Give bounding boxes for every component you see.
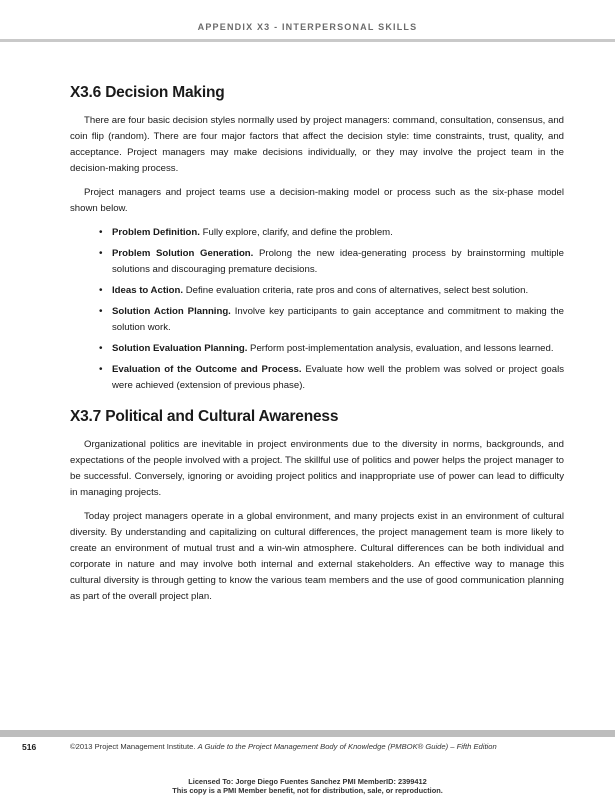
copyright-book-title: A Guide to the Project Management Body of Knowledge (PMBOK® Guide) – Fifth Edition bbox=[197, 742, 497, 751]
decision-phase-list bbox=[70, 225, 564, 394]
bullet-icon: • bbox=[99, 306, 103, 317]
page-content bbox=[70, 84, 564, 613]
page-number: 516 bbox=[22, 742, 37, 752]
list-item-term: Evaluation of the Outcome and Process. bbox=[112, 364, 302, 375]
bullet-icon: • bbox=[99, 343, 103, 354]
list-item-text: Evaluate how well the problem was solved or project goals were achieved (extension of previous phase). bbox=[112, 364, 564, 391]
list-item bbox=[99, 362, 564, 394]
list-item bbox=[99, 341, 564, 357]
license-notice bbox=[0, 778, 615, 795]
list-item-text: Prolong the new idea-generating process by brainstorming multiple solutions and discouraging premature decisions. bbox=[112, 248, 565, 275]
list-item bbox=[99, 283, 564, 299]
bullet-icon: • bbox=[99, 227, 103, 238]
running-header-title: APPENDIX X3 - INTERPERSONAL SKILLS bbox=[197, 22, 418, 32]
footer-rule bbox=[0, 730, 615, 737]
bullet-icon: • bbox=[99, 285, 103, 296]
bullet-icon: • bbox=[99, 248, 103, 259]
copyright-prefix: ©2013 Project Management Institute. bbox=[70, 742, 198, 751]
section-heading-political-awareness: X3.7 Political and Cultural Awareness bbox=[70, 408, 339, 425]
paragraph-cultural-diversity: Today project managers operate in a global environment, and many projects exist in an environment of cultural diversity. By understanding and capitalizing on cultural differences, the project management team is more likely to create an environment of mutual trust and a win-win atmosphere. Cultural differences can be both individual and corporate in nature and may involve both internal and external stakeholders. An effective way to manage this cultural diversity is through getting to know the various team members and the use of good communication planning as part of the overall project plan. bbox=[70, 511, 564, 602]
header-rule bbox=[0, 39, 615, 42]
list-item-text: Perform post-implementation analysis, evaluation, and lessons learned. bbox=[247, 343, 554, 354]
page-header bbox=[0, 0, 615, 46]
list-item bbox=[99, 246, 565, 278]
list-item-term: Solution Evaluation Planning. bbox=[112, 343, 248, 354]
copyright-line bbox=[70, 742, 497, 751]
list-item-term: Solution Action Planning. bbox=[112, 306, 231, 317]
license-line-2: This copy is a PMI Member benefit, not for distribution, sale, or reproduction. bbox=[172, 785, 443, 795]
list-item bbox=[99, 225, 564, 241]
list-item bbox=[99, 304, 564, 336]
bullet-icon: • bbox=[99, 364, 103, 375]
license-line-1: Licensed To: Jorge Diego Fuentes Sanchez PMI MemberID: 2399412 bbox=[188, 777, 427, 786]
list-item-text: Involve key participants to gain acceptance and commitment to making the solution work. bbox=[112, 306, 564, 333]
list-item-text: Fully explore, clarify, and define the problem. bbox=[199, 227, 393, 238]
list-item-term: Problem Solution Generation. bbox=[112, 248, 254, 259]
list-item-term: Ideas to Action. bbox=[112, 285, 184, 296]
paragraph-organizational-politics: Organizational politics are inevitable in project environments due to the diversity in norms, backgrounds, and expectations of the people involved with a project. The skillful use of politics and power helps the project manager to be successful. Conversely, ignoring or avoiding project politics and inappropriate use of power can lead to difficulty in managing projects. bbox=[70, 439, 564, 498]
list-item-term: Problem Definition. bbox=[112, 227, 200, 238]
section-heading-decision-making: X3.6 Decision Making bbox=[70, 84, 225, 101]
paragraph-decision-styles: There are four basic decision styles normally used by project managers: command, consultation, consensus, and coin flip (random). There are four major factors that affect the decision style: time constraints, trust, quality, and acceptance. Project managers may make decisions individually, or they may involve the project team in the decision-making process. bbox=[70, 115, 564, 174]
list-item-text: Define evaluation criteria, rate pros and cons of alternatives, select best solution. bbox=[183, 285, 529, 296]
paragraph-decision-model: Project managers and project teams use a decision-making model or process such as the six-phase model shown below. bbox=[70, 187, 564, 214]
